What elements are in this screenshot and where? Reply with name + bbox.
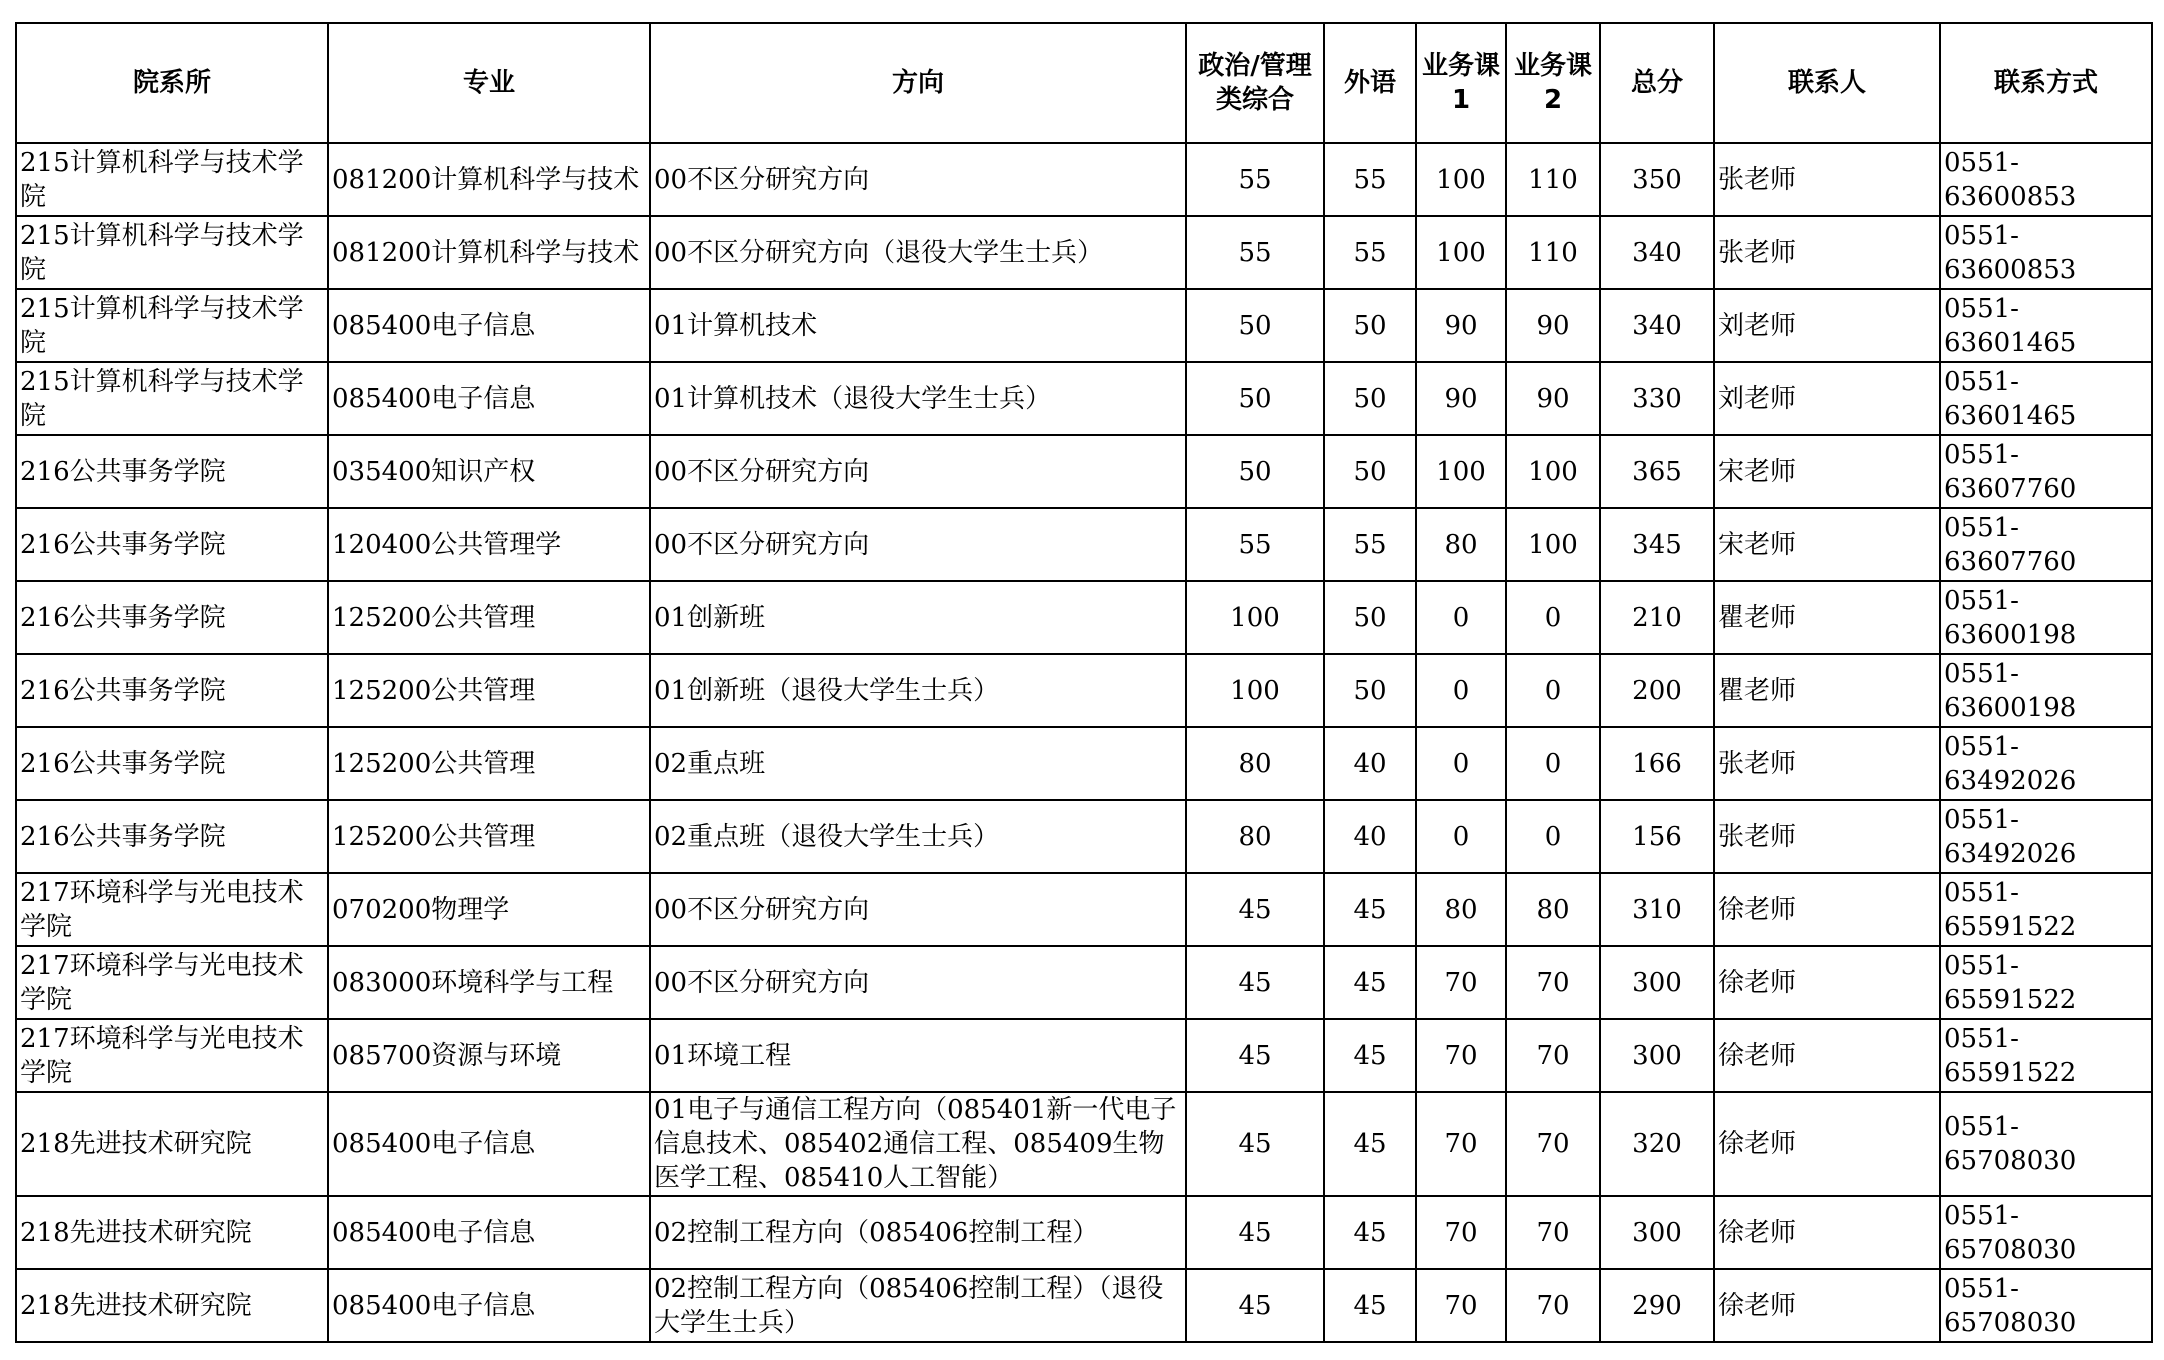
course1-score-cell: 0 bbox=[1416, 800, 1506, 873]
direction-cell: 01计算机技术 bbox=[650, 289, 1186, 362]
total-score-cell: 320 bbox=[1600, 1092, 1714, 1196]
foreign-language-score-cell: 50 bbox=[1324, 581, 1416, 654]
total-score-cell: 330 bbox=[1600, 362, 1714, 435]
department-cell: 215计算机科学与技术学院 bbox=[16, 143, 328, 216]
foreign-language-score-cell: 55 bbox=[1324, 216, 1416, 289]
direction-cell: 02控制工程方向（085406控制工程） bbox=[650, 1196, 1186, 1269]
course2-score-cell: 110 bbox=[1506, 216, 1600, 289]
header-politics: 政治/管理类综合 bbox=[1186, 23, 1324, 143]
contact-phone-cell: 0551-65591522 bbox=[1940, 1019, 2152, 1092]
major-cell: 125200公共管理 bbox=[328, 727, 650, 800]
department-cell: 216公共事务学院 bbox=[16, 508, 328, 581]
major-cell: 125200公共管理 bbox=[328, 654, 650, 727]
contact-person-cell: 徐老师 bbox=[1714, 946, 1940, 1019]
header-major: 专业 bbox=[328, 23, 650, 143]
course1-score-cell: 70 bbox=[1416, 1196, 1506, 1269]
total-score-cell: 300 bbox=[1600, 946, 1714, 1019]
contact-phone-cell: 0551-63600198 bbox=[1940, 654, 2152, 727]
course1-score-cell: 70 bbox=[1416, 1092, 1506, 1196]
contact-person-cell: 徐老师 bbox=[1714, 1196, 1940, 1269]
department-cell: 217环境科学与光电技术学院 bbox=[16, 873, 328, 946]
contact-person-cell: 刘老师 bbox=[1714, 289, 1940, 362]
contact-person-cell: 徐老师 bbox=[1714, 873, 1940, 946]
department-cell: 218先进技术研究院 bbox=[16, 1269, 328, 1342]
politics-score-cell: 50 bbox=[1186, 289, 1324, 362]
course2-score-cell: 90 bbox=[1506, 289, 1600, 362]
major-cell: 083000环境科学与工程 bbox=[328, 946, 650, 1019]
department-cell: 215计算机科学与技术学院 bbox=[16, 362, 328, 435]
contact-phone-cell: 0551-65708030 bbox=[1940, 1269, 2152, 1342]
course2-score-cell: 110 bbox=[1506, 143, 1600, 216]
total-score-cell: 365 bbox=[1600, 435, 1714, 508]
direction-cell: 00不区分研究方向 bbox=[650, 946, 1186, 1019]
table-row bbox=[16, 581, 2152, 654]
total-score-cell: 340 bbox=[1600, 216, 1714, 289]
department-cell: 215计算机科学与技术学院 bbox=[16, 216, 328, 289]
foreign-language-score-cell: 55 bbox=[1324, 143, 1416, 216]
major-cell: 081200计算机科学与技术 bbox=[328, 143, 650, 216]
table-row bbox=[16, 435, 2152, 508]
department-cell: 216公共事务学院 bbox=[16, 581, 328, 654]
header-course-1: 业务课1 bbox=[1416, 23, 1506, 143]
politics-score-cell: 50 bbox=[1186, 435, 1324, 508]
politics-score-cell: 55 bbox=[1186, 508, 1324, 581]
major-cell: 120400公共管理学 bbox=[328, 508, 650, 581]
contact-phone-cell: 0551-63600853 bbox=[1940, 216, 2152, 289]
header-row bbox=[16, 23, 2152, 143]
foreign-language-score-cell: 45 bbox=[1324, 873, 1416, 946]
course2-score-cell: 0 bbox=[1506, 727, 1600, 800]
direction-cell: 00不区分研究方向 bbox=[650, 873, 1186, 946]
department-cell: 217环境科学与光电技术学院 bbox=[16, 946, 328, 1019]
direction-cell: 00不区分研究方向 bbox=[650, 143, 1186, 216]
major-cell: 085400电子信息 bbox=[328, 1092, 650, 1196]
total-score-cell: 166 bbox=[1600, 727, 1714, 800]
department-cell: 215计算机科学与技术学院 bbox=[16, 289, 328, 362]
course2-score-cell: 0 bbox=[1506, 800, 1600, 873]
contact-phone-cell: 0551-65591522 bbox=[1940, 946, 2152, 1019]
course1-score-cell: 70 bbox=[1416, 1269, 1506, 1342]
contact-phone-cell: 0551-65591522 bbox=[1940, 873, 2152, 946]
table-row bbox=[16, 727, 2152, 800]
foreign-language-score-cell: 50 bbox=[1324, 435, 1416, 508]
major-cell: 070200物理学 bbox=[328, 873, 650, 946]
contact-person-cell: 宋老师 bbox=[1714, 508, 1940, 581]
contact-person-cell: 张老师 bbox=[1714, 800, 1940, 873]
table-row bbox=[16, 216, 2152, 289]
department-cell: 217环境科学与光电技术学院 bbox=[16, 1019, 328, 1092]
total-score-cell: 300 bbox=[1600, 1196, 1714, 1269]
major-cell: 035400知识产权 bbox=[328, 435, 650, 508]
major-cell: 085400电子信息 bbox=[328, 1269, 650, 1342]
major-cell: 081200计算机科学与技术 bbox=[328, 216, 650, 289]
department-cell: 216公共事务学院 bbox=[16, 800, 328, 873]
major-cell: 125200公共管理 bbox=[328, 581, 650, 654]
foreign-language-score-cell: 45 bbox=[1324, 1196, 1416, 1269]
course2-score-cell: 90 bbox=[1506, 362, 1600, 435]
contact-phone-cell: 0551-63600853 bbox=[1940, 143, 2152, 216]
contact-phone-cell: 0551-63607760 bbox=[1940, 435, 2152, 508]
course2-score-cell: 0 bbox=[1506, 654, 1600, 727]
total-score-cell: 156 bbox=[1600, 800, 1714, 873]
foreign-language-score-cell: 40 bbox=[1324, 727, 1416, 800]
course2-score-cell: 80 bbox=[1506, 873, 1600, 946]
contact-phone-cell: 0551-65708030 bbox=[1940, 1092, 2152, 1196]
total-score-cell: 290 bbox=[1600, 1269, 1714, 1342]
department-cell: 218先进技术研究院 bbox=[16, 1092, 328, 1196]
header-total: 总分 bbox=[1600, 23, 1714, 143]
table-header bbox=[16, 23, 2152, 143]
course2-score-cell: 70 bbox=[1506, 1092, 1600, 1196]
foreign-language-score-cell: 40 bbox=[1324, 800, 1416, 873]
foreign-language-score-cell: 45 bbox=[1324, 1092, 1416, 1196]
foreign-language-score-cell: 55 bbox=[1324, 508, 1416, 581]
foreign-language-score-cell: 50 bbox=[1324, 289, 1416, 362]
table-row bbox=[16, 1269, 2152, 1342]
foreign-language-score-cell: 50 bbox=[1324, 654, 1416, 727]
table-row bbox=[16, 654, 2152, 727]
contact-person-cell: 张老师 bbox=[1714, 727, 1940, 800]
contact-person-cell: 张老师 bbox=[1714, 143, 1940, 216]
course2-score-cell: 70 bbox=[1506, 1196, 1600, 1269]
contact-person-cell: 宋老师 bbox=[1714, 435, 1940, 508]
department-cell: 216公共事务学院 bbox=[16, 435, 328, 508]
header-department: 院系所 bbox=[16, 23, 328, 143]
total-score-cell: 310 bbox=[1600, 873, 1714, 946]
course1-score-cell: 70 bbox=[1416, 1019, 1506, 1092]
course2-score-cell: 100 bbox=[1506, 435, 1600, 508]
direction-cell: 01创新班（退役大学生士兵） bbox=[650, 654, 1186, 727]
course1-score-cell: 100 bbox=[1416, 216, 1506, 289]
course1-score-cell: 90 bbox=[1416, 289, 1506, 362]
major-cell: 085700资源与环境 bbox=[328, 1019, 650, 1092]
major-cell: 085400电子信息 bbox=[328, 362, 650, 435]
foreign-language-score-cell: 50 bbox=[1324, 362, 1416, 435]
total-score-cell: 350 bbox=[1600, 143, 1714, 216]
course1-score-cell: 80 bbox=[1416, 508, 1506, 581]
table-row bbox=[16, 946, 2152, 1019]
contact-person-cell: 瞿老师 bbox=[1714, 581, 1940, 654]
contact-phone-cell: 0551-63607760 bbox=[1940, 508, 2152, 581]
total-score-cell: 340 bbox=[1600, 289, 1714, 362]
contact-person-cell: 瞿老师 bbox=[1714, 654, 1940, 727]
course1-score-cell: 0 bbox=[1416, 654, 1506, 727]
course1-score-cell: 70 bbox=[1416, 946, 1506, 1019]
direction-cell: 00不区分研究方向（退役大学生士兵） bbox=[650, 216, 1186, 289]
table-row bbox=[16, 1019, 2152, 1092]
politics-score-cell: 45 bbox=[1186, 946, 1324, 1019]
contact-phone-cell: 0551-63492026 bbox=[1940, 800, 2152, 873]
politics-score-cell: 50 bbox=[1186, 362, 1324, 435]
admission-score-table bbox=[15, 22, 2153, 1343]
table-body bbox=[16, 143, 2152, 1342]
politics-score-cell: 80 bbox=[1186, 727, 1324, 800]
total-score-cell: 200 bbox=[1600, 654, 1714, 727]
table-row bbox=[16, 1196, 2152, 1269]
course1-score-cell: 100 bbox=[1416, 143, 1506, 216]
course1-score-cell: 0 bbox=[1416, 581, 1506, 654]
course1-score-cell: 90 bbox=[1416, 362, 1506, 435]
department-cell: 216公共事务学院 bbox=[16, 654, 328, 727]
politics-score-cell: 45 bbox=[1186, 1196, 1324, 1269]
course2-score-cell: 70 bbox=[1506, 1269, 1600, 1342]
contact-phone-cell: 0551-65708030 bbox=[1940, 1196, 2152, 1269]
course2-score-cell: 70 bbox=[1506, 1019, 1600, 1092]
direction-cell: 02重点班 bbox=[650, 727, 1186, 800]
score-table-container bbox=[15, 22, 2153, 1343]
table-row bbox=[16, 143, 2152, 216]
direction-cell: 00不区分研究方向 bbox=[650, 508, 1186, 581]
total-score-cell: 345 bbox=[1600, 508, 1714, 581]
table-row bbox=[16, 1092, 2152, 1196]
direction-cell: 02控制工程方向（085406控制工程）（退役大学生士兵） bbox=[650, 1269, 1186, 1342]
contact-phone-cell: 0551-63600198 bbox=[1940, 581, 2152, 654]
contact-phone-cell: 0551-63601465 bbox=[1940, 362, 2152, 435]
politics-score-cell: 80 bbox=[1186, 800, 1324, 873]
table-row bbox=[16, 289, 2152, 362]
course1-score-cell: 100 bbox=[1416, 435, 1506, 508]
table-row bbox=[16, 508, 2152, 581]
direction-cell: 02重点班（退役大学生士兵） bbox=[650, 800, 1186, 873]
politics-score-cell: 55 bbox=[1186, 216, 1324, 289]
course1-score-cell: 80 bbox=[1416, 873, 1506, 946]
course2-score-cell: 100 bbox=[1506, 508, 1600, 581]
table-row bbox=[16, 362, 2152, 435]
politics-score-cell: 100 bbox=[1186, 581, 1324, 654]
header-contact-person: 联系人 bbox=[1714, 23, 1940, 143]
foreign-language-score-cell: 45 bbox=[1324, 946, 1416, 1019]
foreign-language-score-cell: 45 bbox=[1324, 1269, 1416, 1342]
direction-cell: 01计算机技术（退役大学生士兵） bbox=[650, 362, 1186, 435]
direction-cell: 00不区分研究方向 bbox=[650, 435, 1186, 508]
contact-person-cell: 徐老师 bbox=[1714, 1019, 1940, 1092]
department-cell: 216公共事务学院 bbox=[16, 727, 328, 800]
table-row bbox=[16, 800, 2152, 873]
foreign-language-score-cell: 45 bbox=[1324, 1019, 1416, 1092]
politics-score-cell: 45 bbox=[1186, 1269, 1324, 1342]
major-cell: 085400电子信息 bbox=[328, 289, 650, 362]
politics-score-cell: 45 bbox=[1186, 1019, 1324, 1092]
header-contact-phone: 联系方式 bbox=[1940, 23, 2152, 143]
course1-score-cell: 0 bbox=[1416, 727, 1506, 800]
contact-person-cell: 徐老师 bbox=[1714, 1269, 1940, 1342]
politics-score-cell: 45 bbox=[1186, 873, 1324, 946]
course2-score-cell: 0 bbox=[1506, 581, 1600, 654]
direction-cell: 01环境工程 bbox=[650, 1019, 1186, 1092]
contact-phone-cell: 0551-63492026 bbox=[1940, 727, 2152, 800]
major-cell: 125200公共管理 bbox=[328, 800, 650, 873]
contact-person-cell: 刘老师 bbox=[1714, 362, 1940, 435]
politics-score-cell: 45 bbox=[1186, 1092, 1324, 1196]
direction-cell: 01创新班 bbox=[650, 581, 1186, 654]
contact-person-cell: 徐老师 bbox=[1714, 1092, 1940, 1196]
header-foreign-language: 外语 bbox=[1324, 23, 1416, 143]
course2-score-cell: 70 bbox=[1506, 946, 1600, 1019]
department-cell: 218先进技术研究院 bbox=[16, 1196, 328, 1269]
total-score-cell: 210 bbox=[1600, 581, 1714, 654]
politics-score-cell: 100 bbox=[1186, 654, 1324, 727]
contact-person-cell: 张老师 bbox=[1714, 216, 1940, 289]
major-cell: 085400电子信息 bbox=[328, 1196, 650, 1269]
total-score-cell: 300 bbox=[1600, 1019, 1714, 1092]
contact-phone-cell: 0551-63601465 bbox=[1940, 289, 2152, 362]
header-course-2: 业务课2 bbox=[1506, 23, 1600, 143]
table-row bbox=[16, 873, 2152, 946]
header-direction: 方向 bbox=[650, 23, 1186, 143]
direction-cell: 01电子与通信工程方向（085401新一代电子信息技术、085402通信工程、085409生物医学工程、085410人工智能） bbox=[650, 1092, 1186, 1196]
politics-score-cell: 55 bbox=[1186, 143, 1324, 216]
